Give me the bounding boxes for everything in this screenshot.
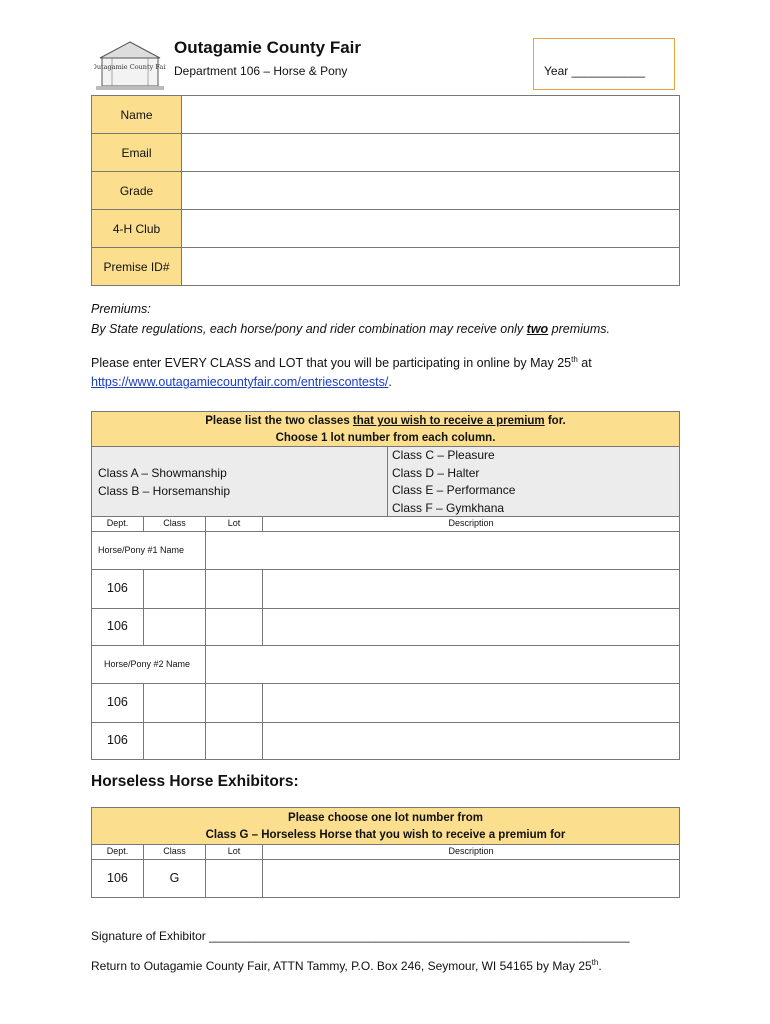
signature-line[interactable]: Signature of Exhibitor _______________________________________________________________	[91, 929, 630, 943]
horseless-entry-row	[91, 859, 680, 898]
year-box[interactable]	[533, 38, 675, 90]
class-list	[91, 446, 680, 517]
logo-text: Outagamie County Fair	[94, 63, 166, 71]
horse1-name-row: Horse/Pony #1 Name	[91, 531, 680, 570]
year-field[interactable]: Year ___________	[544, 64, 645, 78]
page-title: Outagamie County Fair	[174, 38, 362, 57]
info-row	[92, 134, 680, 172]
class-option: Class A – Showmanship	[98, 466, 227, 480]
info-label: Email	[92, 134, 182, 172]
info-input[interactable]	[182, 134, 680, 172]
horseless-header: Please choose one lot number from Class G – Horseless Horse that you wish to receive a premium for	[91, 807, 680, 845]
dept-cell: 106	[107, 871, 128, 885]
class-option: Class E – Performance	[392, 483, 516, 497]
classes-header: Please list the two classes that you wish to receive a premium for. Choose 1 lot number from each column.	[91, 411, 680, 447]
exhibitor-info-table	[91, 95, 680, 286]
premiums-heading: Premiums:	[91, 302, 151, 316]
entry-url-line: https://www.outagamiecountyfair.com/entriescontests/.	[91, 375, 392, 389]
department-label: Department 106 – Horse & Pony	[174, 64, 348, 78]
class-option: Class D – Halter	[392, 465, 480, 480]
dept-cell: 106	[107, 619, 128, 633]
class-cell: G	[169, 871, 180, 885]
horseless-heading: Horseless Horse Exhibitors:	[91, 773, 299, 790]
info-label: Grade	[92, 172, 182, 210]
horse2-name-row: Horse/Pony #2 Name	[91, 645, 680, 684]
class-option: Class F – Gymkhana	[392, 500, 505, 515]
info-label: Premise ID#	[92, 248, 182, 286]
horse1-entries	[91, 569, 680, 646]
info-input[interactable]	[182, 172, 680, 210]
class-option: Class B – Horsemanship	[98, 484, 231, 498]
dept-cell: 106	[107, 733, 128, 747]
premiums-rule: By State regulations, each horse/pony and rider combination may receive only two premiums.	[91, 322, 611, 336]
class-option: Class C – Pleasure	[392, 448, 495, 462]
dept-cell: 106	[107, 581, 128, 595]
info-label: Name	[92, 96, 182, 134]
horse1-name-input[interactable]	[206, 532, 679, 569]
info-row	[92, 172, 680, 210]
info-row	[92, 210, 680, 248]
horse2-entries	[91, 683, 680, 760]
info-input[interactable]	[182, 96, 680, 134]
dept-cell: 106	[107, 695, 128, 709]
entry-instruction: Please enter EVERY CLASS and LOT that you will be participating in online by May 25th at	[91, 355, 592, 371]
horse2-name-input[interactable]	[206, 646, 679, 683]
classes-column-header: Dept. Class Lot Description	[91, 516, 680, 532]
info-row	[92, 96, 680, 134]
horseless-column-header: Dept. Class Lot Description	[91, 844, 680, 860]
return-address: Return to Outagamie County Fair, ATTN Tammy, P.O. Box 246, Seymour, WI 54165 by May 25th.	[91, 958, 602, 973]
info-row	[92, 248, 680, 286]
info-input[interactable]	[182, 248, 680, 286]
info-label: 4-H Club	[92, 210, 182, 248]
fair-logo	[94, 38, 166, 92]
entries-link[interactable]: https://www.outagamiecountyfair.com/entriescontests/	[91, 375, 389, 389]
info-input[interactable]	[182, 210, 680, 248]
